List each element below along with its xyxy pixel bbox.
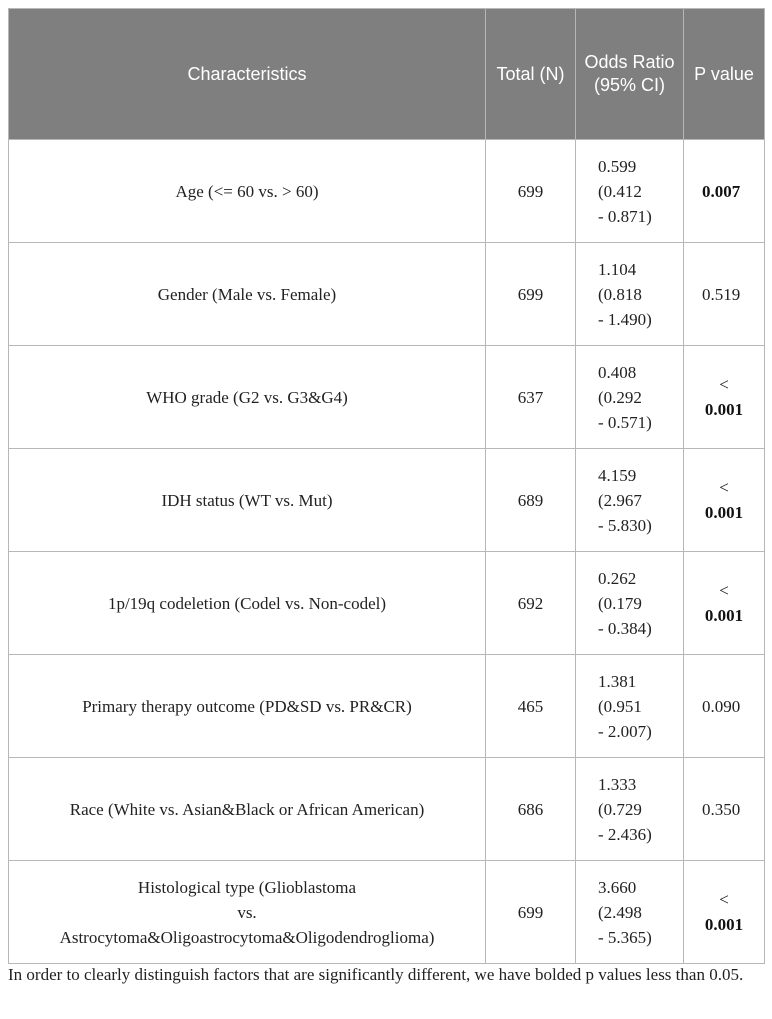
table-row (9, 140, 765, 243)
total-cell: 699 (486, 861, 576, 964)
table-body (9, 140, 765, 964)
p-value-cell (684, 346, 765, 449)
characteristic-cell: IDH status (WT vs. Mut) (9, 449, 486, 552)
ci-upper-bound: - 2.007) (598, 721, 652, 741)
header-p-value: P value (684, 9, 765, 140)
header-total: Total (N) (486, 9, 576, 140)
table-row (9, 243, 765, 346)
p-value-cell (684, 552, 765, 655)
characteristic-cell: WHO grade (G2 vs. G3&G4) (9, 346, 486, 449)
p-value-prefix: < (719, 581, 729, 600)
total-cell: 699 (486, 243, 576, 346)
total-cell: 699 (486, 140, 576, 243)
characteristic-cell: Gender (Male vs. Female) (9, 243, 486, 346)
p-value-cell (684, 655, 765, 758)
p-value-prefix: < (719, 478, 729, 497)
odds-ratio-value: 4.159 (598, 465, 637, 485)
ci-lower-bound: (0.951 (598, 696, 642, 716)
table-row (9, 449, 765, 552)
ci-upper-bound: - 5.830) (598, 515, 652, 535)
p-value: 0.001 (704, 503, 744, 522)
ci-upper-bound: - 2.436) (598, 824, 652, 844)
ci-lower-bound: (0.818 (598, 284, 642, 304)
odds-ratio-value: 0.262 (598, 568, 637, 588)
total-cell: 689 (486, 449, 576, 552)
odds-ratio-value: 3.660 (598, 877, 637, 897)
p-value: 0.007 (702, 181, 741, 201)
odds-ratio-table (8, 8, 765, 964)
table-row (9, 655, 765, 758)
table-row (9, 758, 765, 861)
header-odds-ratio: Odds Ratio (95% CI) (576, 9, 684, 140)
odds-ratio-value: 1.104 (598, 259, 637, 279)
total-cell: 465 (486, 655, 576, 758)
ci-upper-bound: - 0.571) (598, 412, 652, 432)
p-value: 0.519 (702, 284, 741, 304)
odds-ratio-value: 1.333 (598, 774, 637, 794)
p-value: 0.090 (702, 696, 741, 716)
p-value-cell (684, 449, 765, 552)
odds-ratio-cell (576, 861, 684, 964)
p-value-cell (684, 758, 765, 861)
p-value-cell (684, 861, 765, 964)
ci-lower-bound: (0.292 (598, 387, 642, 407)
characteristic-line: vs. (237, 902, 257, 922)
ci-upper-bound: - 0.871) (598, 206, 652, 226)
odds-ratio-cell (576, 243, 684, 346)
ci-lower-bound: (0.179 (598, 593, 642, 613)
odds-ratio-table-container (8, 8, 764, 964)
characteristic-cell (9, 861, 486, 964)
odds-ratio-cell (576, 449, 684, 552)
header-characteristics: Characteristics (9, 9, 486, 140)
odds-ratio-cell (576, 552, 684, 655)
table-row (9, 552, 765, 655)
total-cell: 686 (486, 758, 576, 861)
p-value-prefix: < (719, 890, 729, 909)
table-row (9, 346, 765, 449)
total-cell: 637 (486, 346, 576, 449)
p-value: 0.350 (702, 799, 741, 819)
total-cell: 692 (486, 552, 576, 655)
ci-lower-bound: (0.729 (598, 799, 642, 819)
p-value-prefix: < (719, 375, 729, 394)
characteristic-cell: Race (White vs. Asian&Black or African American) (9, 758, 486, 861)
odds-ratio-cell (576, 758, 684, 861)
ci-upper-bound: - 1.490) (598, 309, 652, 329)
odds-ratio-cell (576, 140, 684, 243)
odds-ratio-value: 0.599 (598, 156, 637, 176)
ci-upper-bound: - 5.365) (598, 927, 652, 947)
table-header-row (9, 9, 765, 140)
odds-ratio-value: 1.381 (598, 671, 637, 691)
p-value: 0.001 (704, 400, 744, 419)
p-value-cell (684, 140, 765, 243)
table-footnote: In order to clearly distinguish factors that are significantly different, we have bolded p values less than 0.05. (8, 965, 744, 984)
characteristic-line: Astrocytoma&Oligoastrocytoma&Oligodendroglioma) (59, 927, 435, 947)
ci-lower-bound: (0.412 (598, 181, 642, 201)
p-value-cell (684, 243, 765, 346)
characteristic-cell: Primary therapy outcome (PD&SD vs. PR&CR) (9, 655, 486, 758)
ci-upper-bound: - 0.384) (598, 618, 652, 638)
ci-lower-bound: (2.498 (598, 902, 642, 922)
p-value: 0.001 (704, 606, 744, 625)
characteristic-cell: 1p/19q codeletion (Codel vs. Non-codel) (9, 552, 486, 655)
odds-ratio-cell (576, 655, 684, 758)
p-value: 0.001 (704, 915, 744, 934)
characteristic-line: Histological type (Glioblastoma (137, 877, 357, 897)
odds-ratio-value: 0.408 (598, 362, 637, 382)
table-row (9, 861, 765, 964)
ci-lower-bound: (2.967 (598, 490, 642, 510)
odds-ratio-cell (576, 346, 684, 449)
characteristic-cell: Age (<= 60 vs. > 60) (9, 140, 486, 243)
